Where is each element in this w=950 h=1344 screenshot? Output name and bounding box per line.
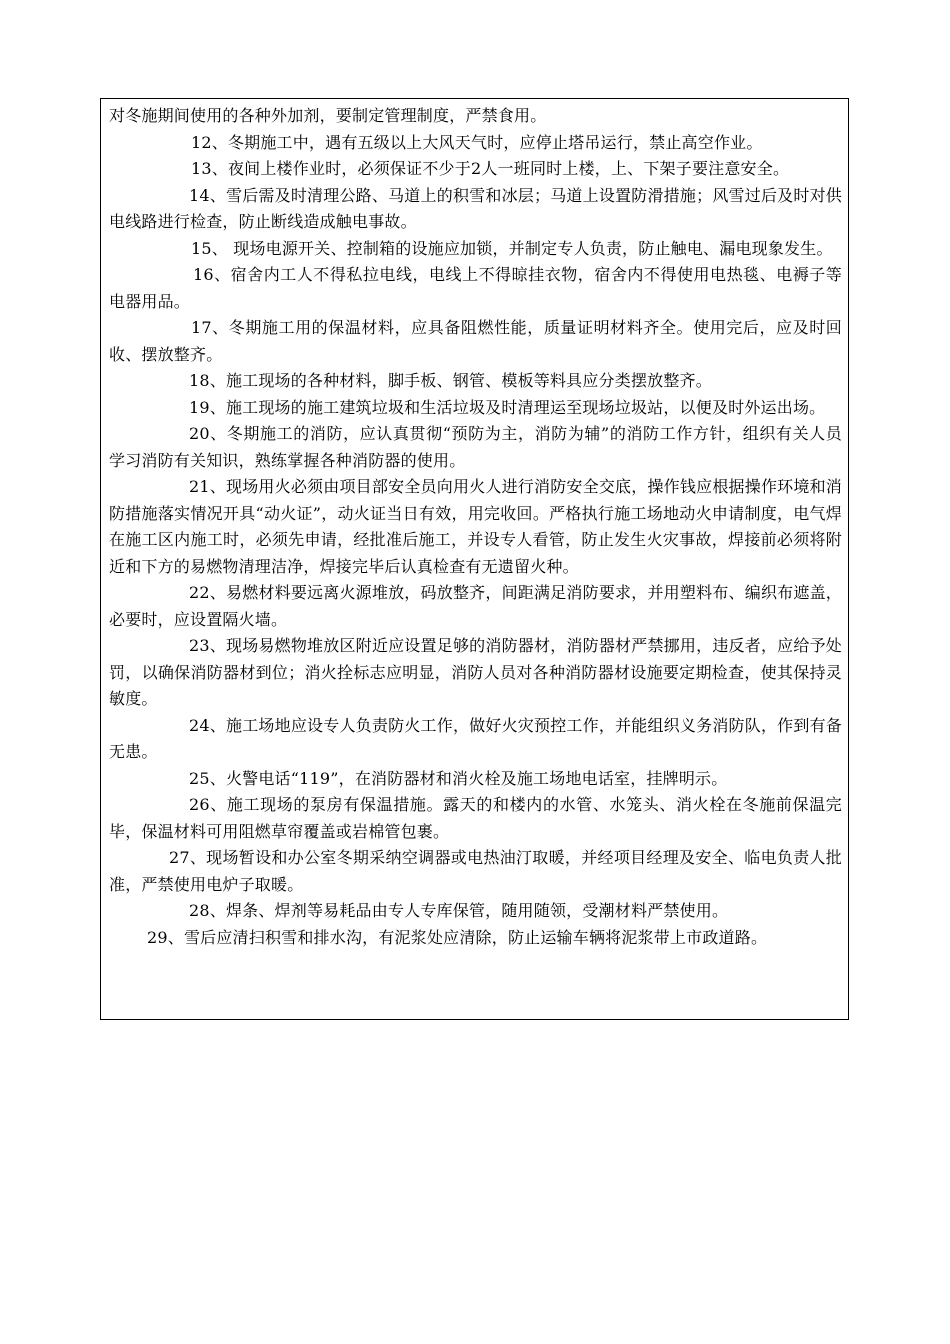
paragraph: 29、雪后应清扫积雪和排水沟，有泥浆处应清除，防止运输车辆将泥浆带上市政道路。: [147, 927, 768, 947]
paragraph: 18、施工现场的各种材料，脚手板、钢管、模板等料具应分类摆放整齐。: [189, 371, 712, 390]
paragraph: 20、冬期施工的消防，应认真贯彻“预防为主，消防为辅”的消防工作方针，组织有关人员学习消防有关知识，熟练掌握各种消防器的使用。: [109, 424, 842, 470]
paragraph: 21、现场用火必须由项目部安全员向用火人进行消防安全交底，操作钱应根据操作环境和消防措施落实情况开具“动火证”，动火证当日有效，用完收回。严格执行施工场地动火申请制度，电气焊在施工区内施工时，必须先申请，经批准后施工，并设专人看管，防止发生火灾事故，焊接前必须将附近和下方的易燃物清理洁净，焊接完毕后认真检查有无遗留火种。: [109, 477, 842, 576]
paragraph: 16、宿舍内工人不得私拉电线，电线上不得晾挂衣物，宿舍内不得使用电热毯、电褥子等电器用品。: [109, 265, 842, 311]
document-frame: [100, 98, 849, 1020]
paragraph: 14、雪后需及时清理公路、马道上的积雪和冰层；马道上设置防滑措施；风雪过后及时对供电线路进行检查，防止断线造成触电事故。: [109, 185, 842, 231]
paragraph: 27、现场暂设和办公室冬期采纳空调器或电热油汀取暖，并经项目经理及安全、临电负责人批准，严禁使用电炉子取暖。: [109, 848, 842, 894]
paragraph: 23、现场易燃物堆放区附近应设置足够的消防器材，消防器材严禁挪用，违反者，应给予处罚，以确保消防器材到位；消火拴标志应明显，消防人员对各种消防器材设施要定期检查，使其保持灵敏度。: [109, 636, 842, 708]
paragraph: 对冬施期间使用的各种外加剂，要制定管理制度，严禁食用。: [109, 106, 547, 125]
paragraph: 19、施工现场的施工建筑垃圾和生活垃圾及时清理运至现场垃圾站，以便及时外运出场。: [189, 397, 826, 417]
paragraph: 24、施工场地应设专人负责防火工作，做好火灾预控工作，并能组织义务消防队，作到有备无患。: [109, 715, 842, 761]
paragraph: 28、焊条、焊剂等易耗品由专人专库保管，随用随领，受潮材料严禁使用。: [189, 901, 729, 920]
paragraph: 12、冬期施工中，遇有五级以上大风天气时，应停止塔吊运行，禁止高空作业。: [191, 132, 763, 152]
paragraph: 17、冬期施工用的保温材料，应具备阻燃性能，质量证明材料齐全。使用完后，应及时回收、摆放整齐。: [109, 318, 842, 364]
paragraph: 25、火警电话“119”，在消防器材和消火栓及施工场地电话室，挂牌明示。: [189, 768, 728, 788]
paragraph: 26、施工现场的泵房有保温措施。露天的和楼内的水管、水笼头、消火栓在冬施前保温完毕，保温材料可用阻燃草帘覆盖或岩棉管包裹。: [109, 795, 842, 841]
paragraph: 22、易燃材料要远离火源堆放，码放整齐，间距满足消防要求，并用塑料布、编织布遮盖，必要时，应设置隔火墙。: [109, 583, 842, 629]
document-body: [109, 103, 842, 951]
paragraph: 15、 现场电源开关、控制箱的设施应加锁，并制定专人负责，防止触电、漏电现象发生。: [191, 238, 833, 258]
paragraph: 13、夜间上楼作业时，必须保证不少于2人一班同时上楼，上、下架子要注意安全。: [191, 159, 790, 178]
